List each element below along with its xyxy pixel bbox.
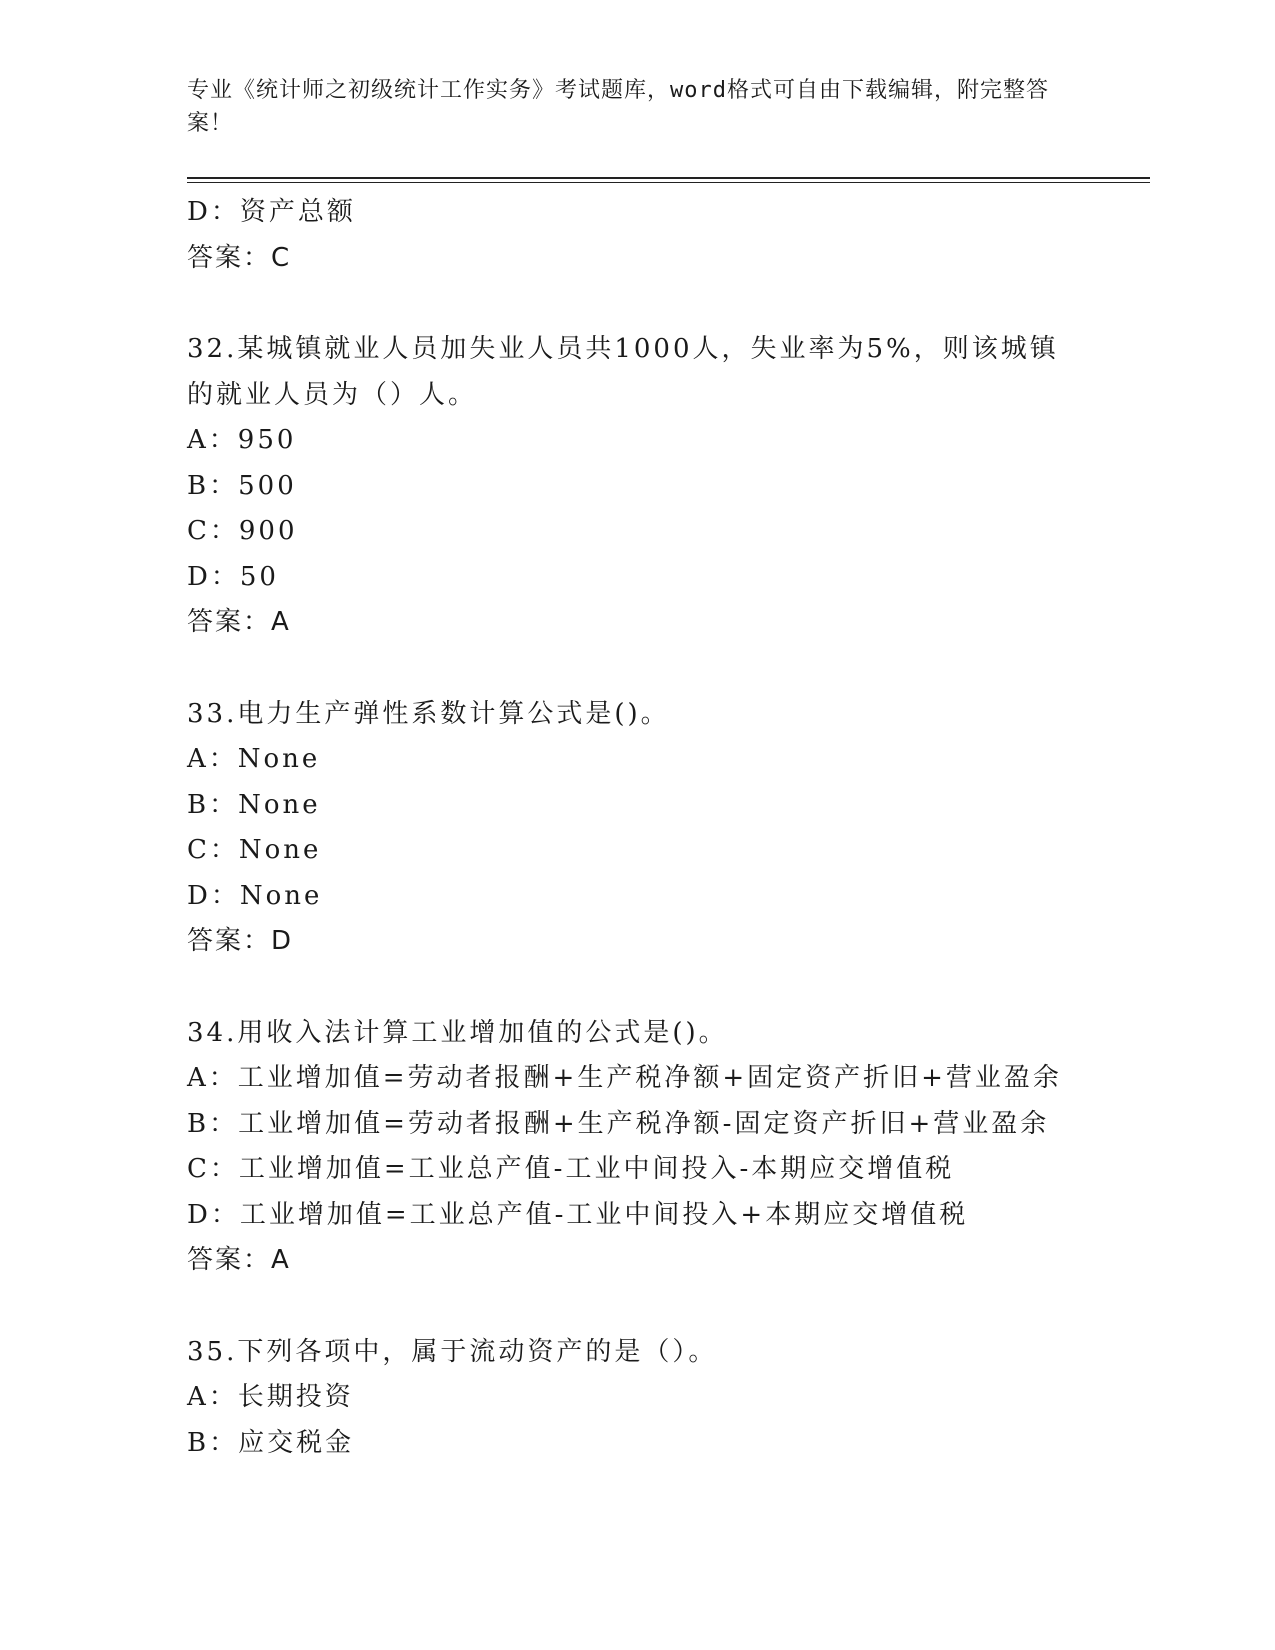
- question-33-answer: 答案：D: [187, 926, 294, 956]
- question-33-option-b: B：None: [187, 789, 321, 820]
- header-rule-thin: [187, 182, 1150, 183]
- question-33-option-a: A：None: [187, 744, 321, 774]
- question-35-option-a: A：长期投资: [187, 1382, 354, 1412]
- page-header: 专业《统计师之初级统计工作实务》考试题库，word格式可自由下载编辑，附完整答案！: [187, 78, 1049, 136]
- question-34-answer: 答案：A: [187, 1245, 291, 1275]
- question-32-answer: 答案：A: [187, 607, 291, 637]
- question-34-option-c: C：工业增加值=工业总产值-工业中间投入-本期应交增值税: [187, 1154, 955, 1184]
- question-32-option-b: B：500: [187, 470, 297, 501]
- spacer: [187, 646, 1067, 692]
- question-35-option-b: B：应交税金: [187, 1427, 355, 1458]
- question-33-text: 33.电力生产弹性系数计算公式是()。: [187, 698, 670, 729]
- option-d: D：资产总额: [187, 197, 356, 227]
- question-32-option-a: A：950: [187, 425, 297, 455]
- question-34-text: 34.用收入法计算工业增加值的公式是()。: [187, 1017, 728, 1048]
- question-33-option-d: D：None: [187, 880, 323, 911]
- question-34-option-b: B：工业增加值=劳动者报酬+生产税净额-固定资产折旧+营业盈余: [187, 1108, 1050, 1139]
- question-34-option-d: D：工业增加值=工业总产值-工业中间投入+本期应交增值税: [187, 1199, 969, 1230]
- question-35-text: 35.下列各项中，属于流动资产的是（）。: [187, 1336, 718, 1367]
- question-32-option-c: C：900: [187, 516, 298, 546]
- spacer: [187, 1284, 1067, 1330]
- spacer: [187, 965, 1067, 1011]
- question-33-option-c: C：None: [187, 835, 322, 865]
- spacer: [187, 281, 1067, 327]
- question-list: [187, 190, 1067, 1466]
- question-32-option-d: D：50: [187, 561, 279, 592]
- header-rule-thick: [187, 177, 1150, 179]
- question-34-option-a: A：工业增加值=劳动者报酬+生产税净额+固定资产折旧+营业盈余: [187, 1063, 1062, 1093]
- question-32-text: 32.某城镇就业人员加失业人员共1000人，失业率为5%，则该城镇的就业人员为（）人。: [187, 334, 1059, 410]
- answer-line: 答案：C: [187, 242, 292, 273]
